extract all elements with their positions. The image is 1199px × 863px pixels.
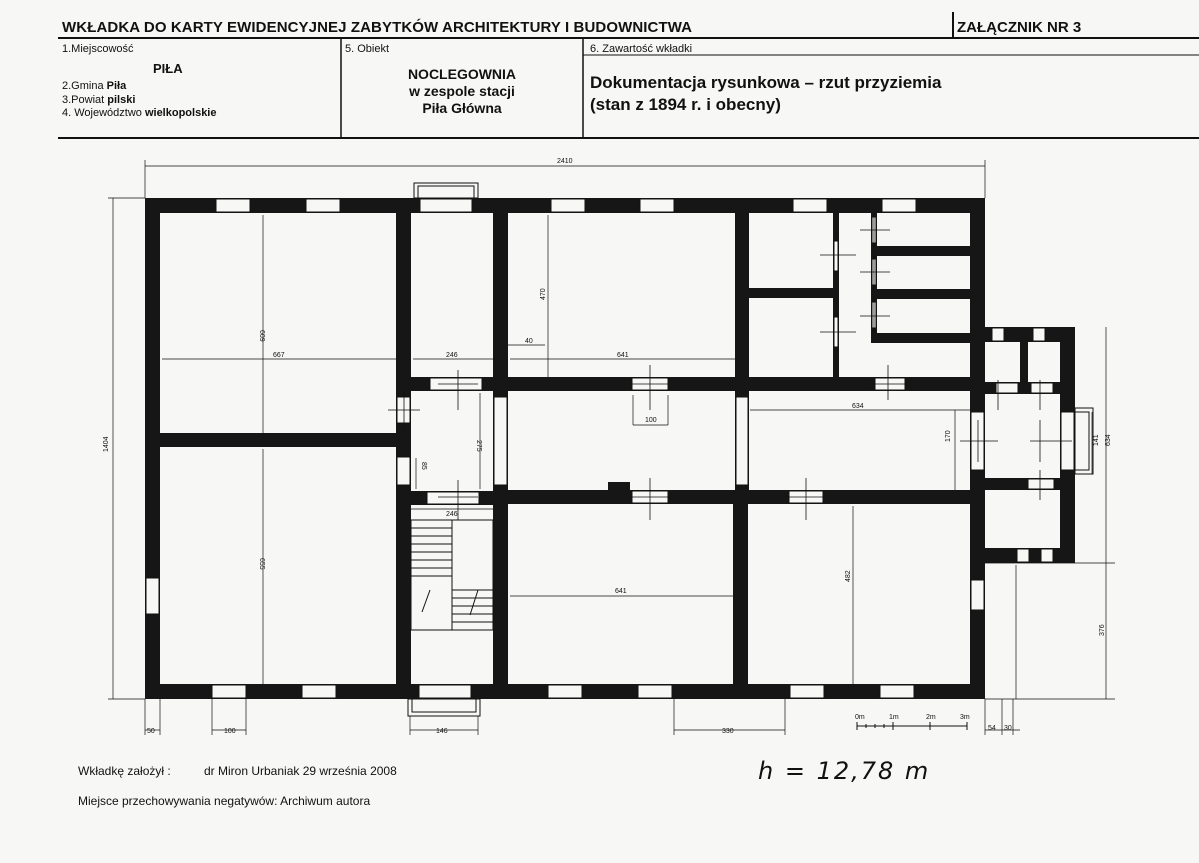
gmina-label: 2.Gmina bbox=[62, 80, 104, 92]
dim-655: 655 bbox=[258, 558, 265, 570]
dim-246-top: 246 bbox=[446, 352, 458, 359]
dim-634: 634 bbox=[852, 403, 864, 410]
gmina-value: Piła bbox=[106, 80, 127, 92]
dim-641-top: 641 bbox=[617, 352, 629, 359]
dim-376: 376 bbox=[1099, 624, 1106, 636]
walls bbox=[145, 198, 1075, 699]
dim-50: 50 bbox=[147, 728, 155, 735]
object-line-1: NOCLEGOWNIA bbox=[407, 66, 517, 82]
scale-1m: 1m bbox=[889, 714, 899, 721]
powiat-value: pilski bbox=[107, 94, 136, 106]
content-label: 6. Zawartość wkładki bbox=[590, 43, 693, 55]
dim-85: 85 bbox=[420, 462, 427, 470]
scale-2m: 2m bbox=[926, 714, 936, 721]
dim-141: 141 bbox=[1093, 434, 1100, 446]
dim-total-height: 1404 bbox=[103, 436, 110, 452]
object-label: 5. Obiekt bbox=[345, 43, 390, 55]
dim-100-mid: 100 bbox=[645, 417, 657, 424]
openings bbox=[146, 199, 1074, 698]
handwritten-height-note: h = 12,78 m bbox=[758, 757, 931, 785]
dim-total-width: 2410 bbox=[557, 158, 573, 165]
dim-667: 667 bbox=[273, 352, 285, 359]
dim-470: 470 bbox=[540, 288, 547, 300]
object-line-2: w zespole stacji bbox=[409, 83, 515, 99]
dim-54: 54 bbox=[988, 725, 996, 732]
annex-number: ZAŁĄCZNIK NR 3 bbox=[957, 19, 1082, 36]
dim-330: 330 bbox=[722, 728, 734, 735]
staircase bbox=[411, 520, 493, 630]
dim-170: 170 bbox=[945, 430, 952, 442]
powiat-label: 3.Powiat bbox=[62, 94, 105, 106]
header-table-lines bbox=[58, 12, 1199, 138]
dim-482: 482 bbox=[845, 570, 852, 582]
voivodeship-label: 4. Województwo bbox=[62, 107, 142, 119]
dim-246-bottom: 246 bbox=[446, 511, 458, 518]
dim-100-bottom: 100 bbox=[224, 728, 236, 735]
scale-3m: 3m bbox=[960, 714, 970, 721]
dim-30: 30 bbox=[1004, 725, 1012, 732]
scale-bar bbox=[857, 722, 967, 730]
card-title: WKŁADKA DO KARTY EWIDENCYJNEJ ZABYTKÓW ARCHITEKTURY I BUDOWNICTWA bbox=[62, 19, 693, 36]
dim-40: 40 bbox=[525, 338, 533, 345]
locality-label: 1.Miejscowość bbox=[62, 43, 134, 55]
dim-275: 275 bbox=[475, 440, 482, 452]
locality-value: PIŁA bbox=[153, 61, 183, 76]
dim-609: 609 bbox=[258, 330, 265, 342]
negatives-location: Miejsce przechowywania negatywów: Archiwum autora bbox=[78, 794, 371, 808]
dim-634-right: 634 bbox=[1105, 434, 1112, 446]
dim-641-bottom: 641 bbox=[615, 588, 627, 595]
content-line-2: (stan z 1894 r. i obecny) bbox=[590, 95, 781, 114]
founder-value: dr Miron Urbaniak 29 września 2008 bbox=[204, 764, 397, 778]
content-line-1: Dokumentacja rysunkowa – rzut przyziemia bbox=[590, 73, 942, 92]
founder-label: Wkładkę założył : bbox=[78, 764, 171, 778]
object-line-3: Piła Główna bbox=[422, 100, 502, 116]
dim-146: 146 bbox=[436, 728, 448, 735]
porches bbox=[408, 183, 1093, 716]
door-marks bbox=[388, 212, 1072, 520]
voivodeship-value: wielkopolskie bbox=[144, 107, 217, 119]
scale-0m: 0m bbox=[855, 714, 865, 721]
